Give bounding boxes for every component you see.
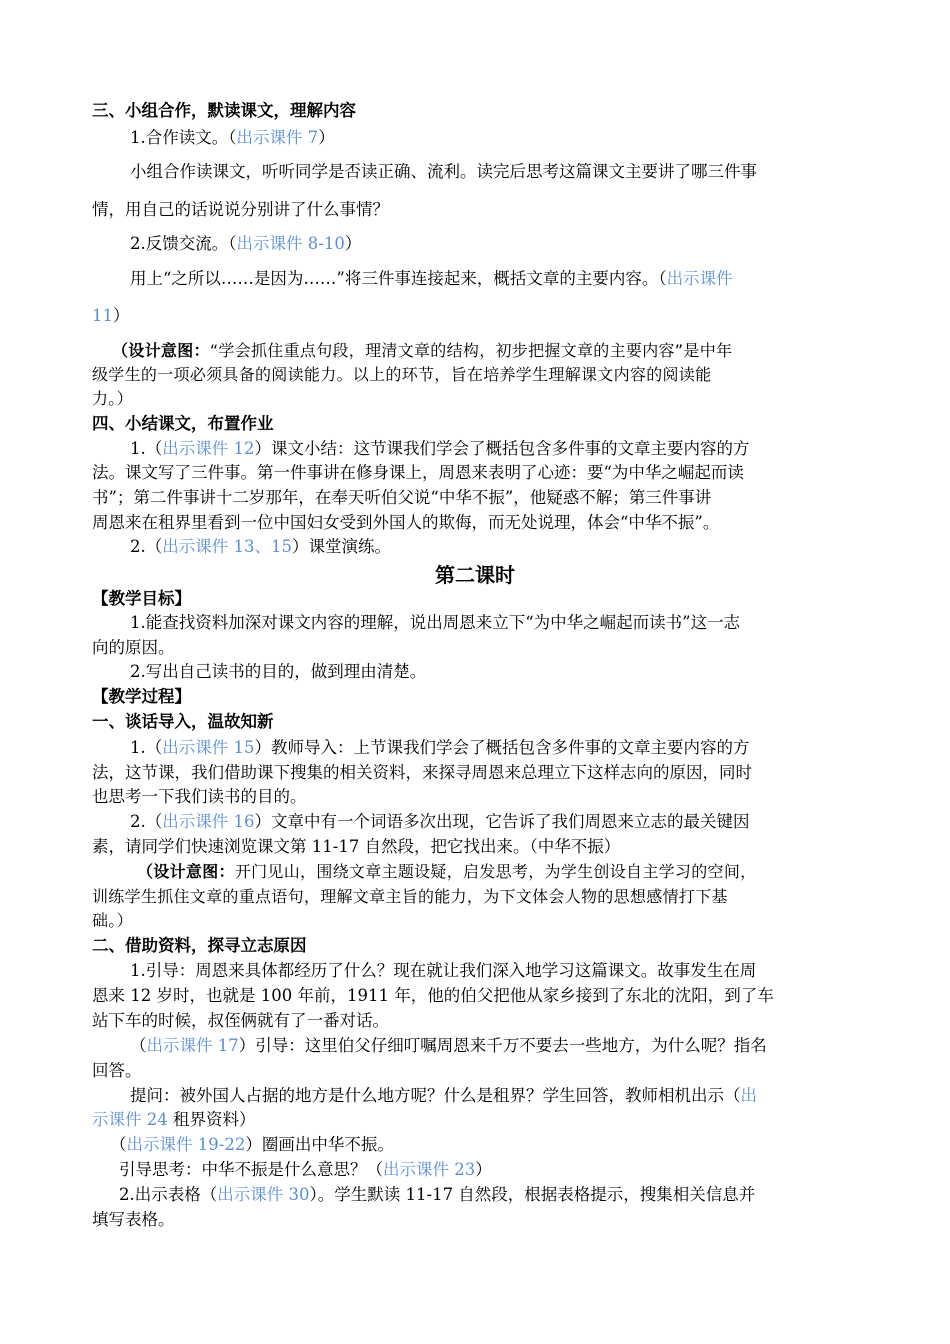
- design-intent-line: 级学生的一项必须具备的阅读能力。以上的环节，旨在培养学生理解课文内容的阅读能: [92, 365, 712, 384]
- paragraph-line: [130, 1085, 757, 1107]
- item-text: 1.合作读文。（: [130, 128, 237, 147]
- lesson-title: 第二课时: [435, 563, 515, 587]
- courseware-link[interactable]: 出示课件 8-10: [236, 234, 345, 253]
- item-text: ）: [318, 128, 335, 147]
- paragraph-line: [92, 305, 130, 327]
- design-intent-line: 训练学生抓住文章的重点语句，理解文章主旨的能力，为下文体会人物的思想感情打下基: [92, 887, 728, 906]
- section-heading: 【教学目标】: [92, 589, 191, 608]
- paragraph-line: 填写表格。: [92, 1210, 175, 1229]
- list-item: [130, 127, 335, 149]
- item-text: ）课文小结：这节课我们学会了概括包含多件事的文章主要内容的方: [254, 439, 750, 458]
- design-intent-label: （设计意图：: [137, 862, 235, 881]
- design-intent-text: “学会抓住重点句段，理清文章的结构，初步把握文章的主要内容”是中年: [209, 341, 733, 360]
- paragraph-line: 法，这节课，我们借助课下搜集的相关资料，来探寻周恩来总理立下这样志向的原因，同时: [92, 763, 752, 782]
- section-heading: 四、小结课文，布置作业: [92, 414, 274, 433]
- item-text: ）课堂演练。: [292, 537, 391, 556]
- item-text: 引导思考：中华不振是什么意思？（: [119, 1160, 383, 1179]
- section-heading: 三、小组合作，默读课文，理解内容: [92, 101, 356, 120]
- paragraph-line: 1.能查找资料加深对课文内容的理解，说出周恩来立下“为中华之崛起而读书”这一志: [130, 613, 741, 632]
- list-item: [130, 233, 361, 255]
- courseware-link[interactable]: 出示课件 23: [383, 1160, 476, 1179]
- item-text: ）引导：这里伯父仔细叮嘱周恩来千万不要去一些地方，为什么呢？指名: [238, 1036, 767, 1055]
- item-text: 2.（: [130, 812, 163, 831]
- paragraph-line: 小组合作读课文，听听同学是否读正确、流利。读完后思考这篇课文主要讲了哪三件事: [130, 162, 757, 181]
- courseware-link[interactable]: 出示课件 13、15: [162, 537, 292, 556]
- paragraph-line: 向的原因。: [92, 638, 175, 657]
- design-intent-line: 础。）: [92, 911, 133, 930]
- courseware-link[interactable]: 11: [92, 306, 113, 325]
- design-intent: [112, 340, 732, 362]
- list-item: [130, 536, 391, 558]
- paragraph-line: 素，请同学们快速浏览课文第 11-17 自然段，把它找出来。（中华不振）: [92, 837, 621, 856]
- item-text: 1.（: [130, 738, 163, 757]
- section-heading: 一、谈话导入，温故知新: [92, 712, 274, 731]
- paragraph-line: 周恩来在租界里看到一位中国妇女受到外国人的欺侮，而无处说理，体会“中华不振”。: [92, 513, 720, 532]
- paragraph-line: 站下车的时候，叔侄俩就有了一番对话。: [92, 1011, 389, 1030]
- item-text: 用上“之所以……是因为……”将三件事连接起来，概括文章的主要内容。（: [130, 269, 667, 288]
- design-intent-line: 力。）: [92, 389, 133, 408]
- section-heading: 【教学过程】: [92, 687, 191, 706]
- item-text: ）。学生默读 11-17 自然段，根据表格提示，搜集相关信息并: [309, 1185, 756, 1204]
- paragraph-line: 1.引导：周恩来具体都经历了什么？现在就让我们深入地学习这篇课文。故事发生在周: [130, 961, 757, 980]
- item-text: 租界资料）: [167, 1110, 256, 1129]
- paragraph-line: 情，用自己的话说说分别讲了什么事情？: [92, 200, 389, 219]
- courseware-link[interactable]: 出示课件 19-22: [126, 1135, 246, 1154]
- paragraph-line: 法。课文写了三件事。第一件事讲在修身课上，周恩来表明了心迹：要“为中华之崛起而读: [92, 463, 744, 482]
- paragraph-line: 恩来 12 岁时，也就是 100 年前，1911 年，他的伯父把他从家乡接到了东北的沈阳，到了车: [92, 986, 774, 1005]
- paragraph-line: 2.写出自己读书的目的，做到理由清楚。: [130, 662, 427, 681]
- paragraph-line: [110, 1134, 394, 1156]
- courseware-link[interactable]: 出示课件 16: [162, 812, 255, 831]
- section-heading: 二、借助资料，探寻立志原因: [92, 936, 307, 955]
- item-text: （: [110, 1135, 127, 1154]
- item-text: ）: [113, 306, 130, 325]
- item-text: ）: [475, 1160, 492, 1179]
- paragraph-line: [92, 1109, 256, 1131]
- list-item: [130, 438, 750, 460]
- paragraph-line: [130, 268, 733, 290]
- item-text: 2.（: [130, 537, 163, 556]
- courseware-link[interactable]: 出示课件 15: [162, 738, 255, 757]
- paragraph-line: 回答。: [92, 1061, 142, 1080]
- item-text: 2.出示表格（: [119, 1185, 218, 1204]
- courseware-link[interactable]: 示课件 24: [92, 1110, 168, 1129]
- courseware-link[interactable]: 出示课件: [666, 269, 733, 288]
- design-intent-text: 开门见山，围绕文章主题设疑，启发思考，为学生创设自主学习的空间，: [234, 862, 757, 881]
- paragraph-line: 也思考一下我们读书的目的。: [92, 787, 307, 806]
- paragraph-line: 书”；第二件事讲十二岁那年，在奉天听伯父说“中华不振”，他疑惑不解；第三件事讲: [92, 488, 712, 507]
- list-item: [130, 737, 750, 759]
- courseware-link[interactable]: 出示课件 7: [236, 128, 319, 147]
- design-intent-label: （设计意图：: [112, 341, 210, 360]
- item-text: ）: [344, 234, 362, 253]
- item-text: （: [130, 1036, 147, 1055]
- item-text: ）文章中有一个词语多次出现，它告诉了我们周恩来立志的最关键因: [254, 812, 750, 831]
- item-text: 提问：被外国人占据的地方是什么地方呢？什么是租界？学生回答，教师相机出示（: [130, 1086, 741, 1105]
- item-text: ）教师导入：上节课我们学会了概括包含多件事的文章主要内容的方: [254, 738, 750, 757]
- courseware-link[interactable]: 出示课件 17: [146, 1036, 239, 1055]
- courseware-link[interactable]: 出: [740, 1086, 757, 1105]
- paragraph-line: [130, 1035, 767, 1057]
- list-item: [130, 811, 750, 833]
- design-intent: [137, 861, 756, 883]
- item-text: ）圈画出中华不振。: [245, 1135, 394, 1154]
- list-item: [119, 1184, 755, 1206]
- item-text: 2.反馈交流。（: [130, 234, 237, 253]
- paragraph-line: [119, 1159, 492, 1181]
- courseware-link[interactable]: 出示课件 30: [217, 1185, 310, 1204]
- courseware-link[interactable]: 出示课件 12: [162, 439, 255, 458]
- item-text: 1.（: [130, 439, 163, 458]
